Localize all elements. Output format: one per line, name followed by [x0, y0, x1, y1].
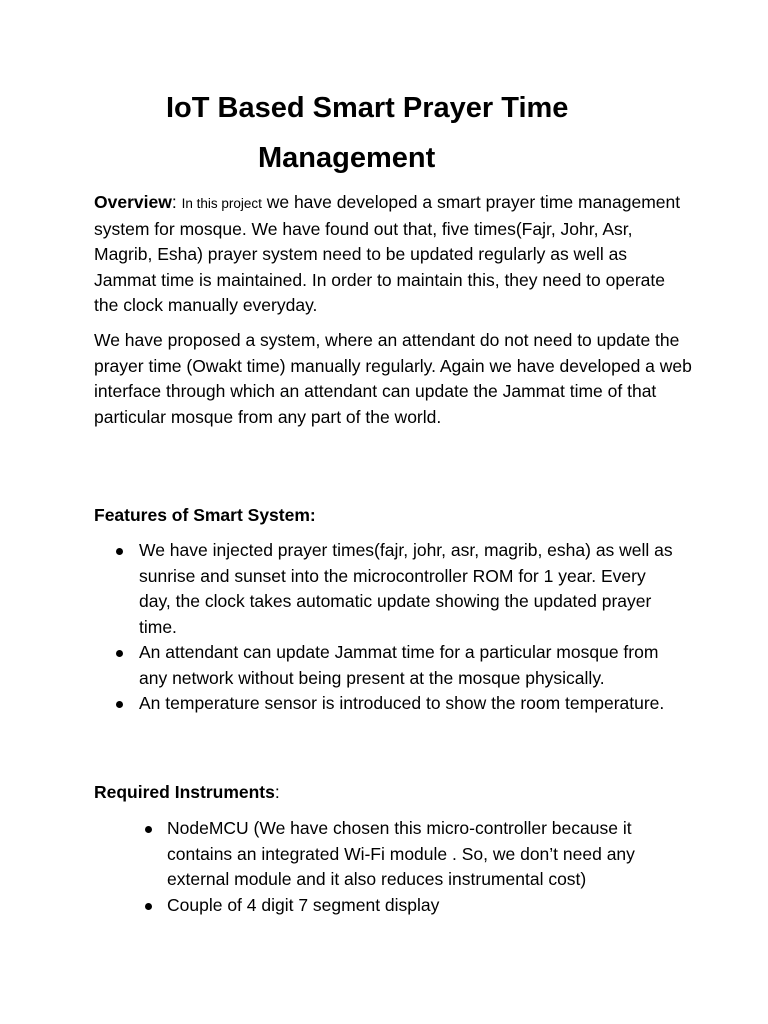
- overview-paragraph: [94, 190, 694, 319]
- overview-label: Overview: [94, 192, 172, 212]
- list-item: [139, 640, 679, 691]
- feature-text: An temperature sensor is introduced to show the room temperature.: [139, 693, 665, 713]
- bullet-icon: [116, 548, 123, 555]
- overview-lead: In this project: [181, 196, 262, 211]
- feature-text: An attendant can update Jammat time for a particular mosque from any network without being present at the mosque physically.: [139, 642, 659, 688]
- instrument-text: Couple of 4 digit 7 segment display: [167, 894, 440, 915]
- bullet-icon: [145, 826, 152, 833]
- features-list: [139, 538, 679, 717]
- document-title-line-1: IoT Based Smart Prayer Time: [166, 92, 569, 124]
- document-title-line-2: Management: [258, 142, 436, 174]
- list-item: [139, 691, 679, 717]
- proposal-paragraph: We have proposed a system, where an attendant do not need to update the prayer time (Owakt time) manually regularly. Again we have developed a web interface through which an attendant can update the Jammat time of that particular mosque from any part of the world.: [94, 330, 692, 427]
- instrument-text: NodeMCU (We have chosen this micro-controller because it contains an integrated Wi-Fi module . So, we don’t need any external module and it also reduces instrumental cost): [167, 818, 635, 889]
- features-heading: Features of Smart System:: [94, 505, 316, 525]
- list-item: [139, 538, 679, 640]
- required-instruments-label: Required Instruments: [94, 782, 275, 802]
- feature-text: We have injected prayer times(fajr, johr, asr, magrib, esha) as well as sunrise and sunset into the microcontroller ROM for 1 year. Every day, the clock takes automatic update showing the updated prayer time.: [139, 540, 673, 637]
- required-instruments-colon: :: [274, 782, 280, 802]
- overview-text: we have developed a smart prayer time management system for mosque. We have found out that, five times(Fajr, Johr, Asr, Magrib, Esha) prayer system need to be updated regularly as well as Jammat time is maintained. In order to maintain this, they need to operate the clock manually everyday.: [94, 192, 681, 315]
- instruments-list: [167, 816, 697, 918]
- overview-colon: :: [171, 192, 182, 212]
- required-instruments-heading: [94, 780, 694, 806]
- bullet-icon: [116, 650, 123, 657]
- bullet-icon: [116, 701, 123, 708]
- list-item: [167, 893, 697, 919]
- list-item: [167, 816, 697, 893]
- bullet-icon: [145, 903, 152, 910]
